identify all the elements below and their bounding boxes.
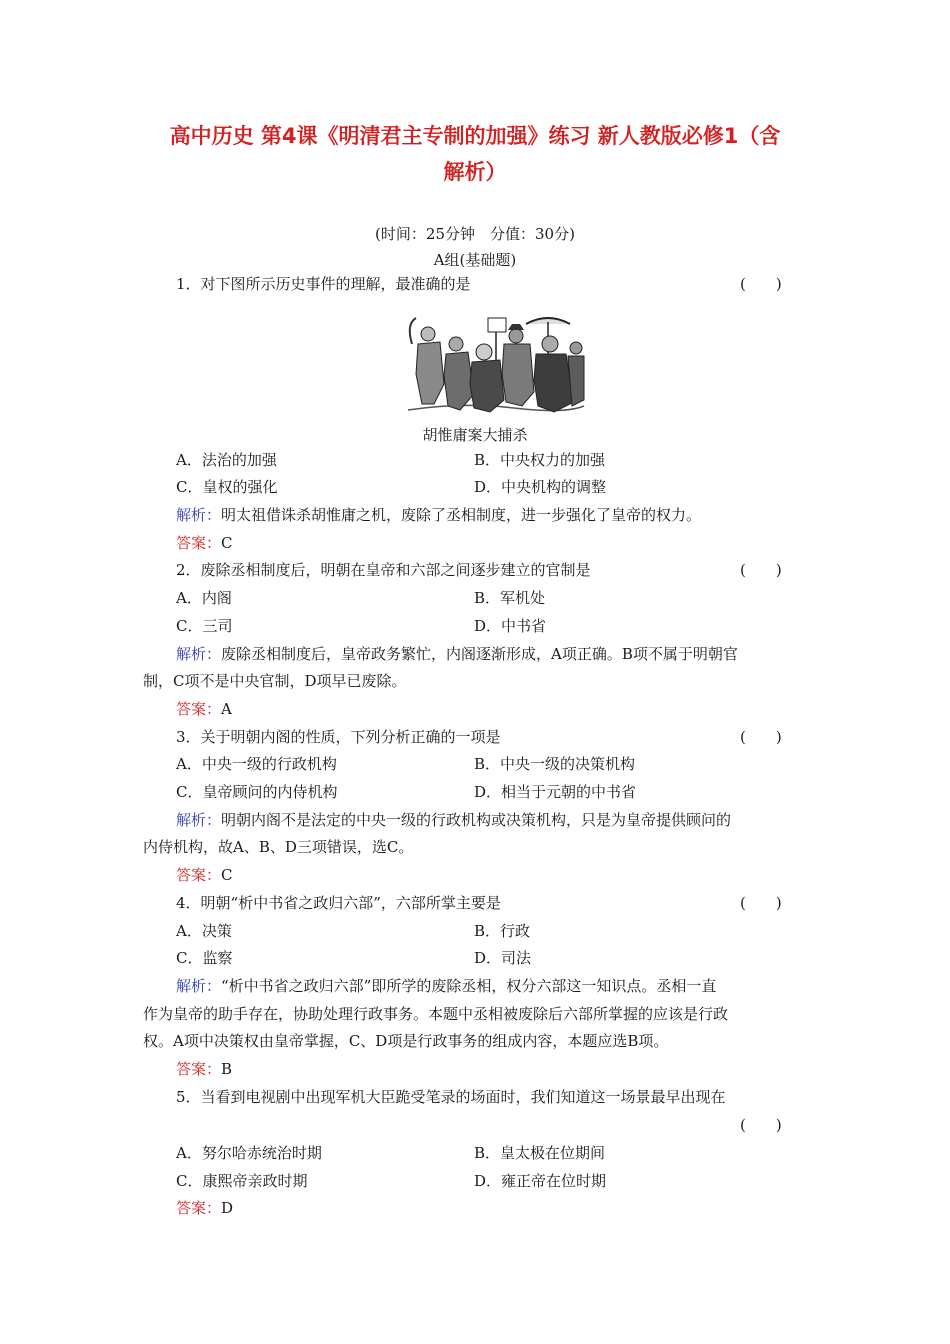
question-3-analysis: 解析：明朝内阁不是法定的中央一级的行政机构或决策机构，只是为皇帝提供顾问的 [176, 811, 732, 829]
question-4-stem: 4．明朝“析中书省之政归六部”，六部所掌主要是 [176, 894, 501, 912]
question-4-option-a: A．决策 [176, 922, 232, 940]
question-1-analysis: 解析：明太祖借诛杀胡惟庸之机，废除了丞相制度，进一步强化了皇帝的权力。 [176, 506, 702, 524]
question-5-answer-blank: ( ) [740, 1116, 782, 1134]
answer-label: 答案： [176, 1199, 222, 1217]
question-2-stem: 2．废除丞相制度后，明朝在皇帝和六部之间逐步建立的官制是 [176, 561, 591, 579]
question-4-analysis-cont-2: 权。A项中决策权由皇帝掌握，C、D项是行政事务的组成内容，本题应选B项。 [143, 1032, 669, 1050]
answer-label: 答案： [176, 1060, 222, 1078]
title-line-1: 高中历史 第4课《明清君主专制的加强》练习 新人教版必修1（含 [169, 124, 781, 148]
answer-label: 答案： [176, 534, 222, 552]
question-2-analysis-cont: 制，C项不是中央官制，D项早已废除。 [143, 672, 407, 690]
question-2-option-a: A．内阁 [176, 589, 232, 607]
question-2-answer-blank: ( ) [740, 561, 782, 579]
question-3-option-b: B．中央一级的决策机构 [474, 755, 636, 773]
question-3-answer-blank: ( ) [740, 728, 782, 746]
question-5-answer: 答案：D [176, 1199, 234, 1217]
question-1-option-d: D．中央机构的调整 [474, 478, 607, 496]
question-5-stem: 5．当看到电视剧中出现军机大臣跪受笔录的场面时，我们知道这一场景最早出现在 [176, 1088, 726, 1106]
time-score-info: (时间：25分钟 分值：30分) [375, 225, 575, 243]
question-4-option-d: D．司法 [474, 949, 532, 967]
analysis-label: 解析： [176, 977, 222, 995]
analysis-label: 解析： [176, 645, 222, 663]
question-2-analysis: 解析：废除丞相制度后，皇帝政务繁忙，内阁逐渐形成，A项正确。B项不属于明朝官 [176, 645, 738, 663]
question-1-option-b: B．中央权力的加强 [474, 451, 606, 469]
question-3-option-c: C．皇帝顾问的内侍机构 [176, 783, 338, 801]
title-line-2: 解析） [443, 160, 507, 184]
question-5-option-d: D．雍正帝在位时期 [474, 1172, 607, 1190]
question-4-answer: 答案：B [176, 1060, 233, 1078]
question-4-analysis: 解析：“析中书省之政归六部”即所学的废除丞相，权分六部这一知识点。丞相一直 [176, 977, 717, 995]
question-1-option-c: C．皇权的强化 [176, 478, 278, 496]
document-title [120, 118, 830, 190]
question-5-option-b: B．皇太极在位期间 [474, 1144, 606, 1162]
question-2-option-d: D．中书省 [474, 617, 547, 635]
question-2-answer: 答案：A [176, 700, 232, 718]
question-4-option-c: C．监察 [176, 949, 233, 967]
question-1-stem: 1．对下图所示历史事件的理解，最准确的是 [176, 275, 471, 293]
analysis-label: 解析： [176, 811, 222, 829]
answer-label: 答案： [176, 700, 222, 718]
figure-caption: 胡惟庸案大捕杀 [422, 426, 528, 444]
question-1-answer-blank: ( ) [740, 275, 782, 293]
question-5-option-a: A．努尔哈赤统治时期 [176, 1144, 322, 1162]
question-3-answer: 答案：C [176, 866, 233, 884]
question-1-answer: 答案：C [176, 534, 233, 552]
question-3-option-a: A．中央一级的行政机构 [176, 755, 337, 773]
question-3-stem: 3．关于明朝内阁的性质，下列分析正确的一项是 [176, 728, 501, 746]
question-4-analysis-cont-1: 作为皇帝的助手存在，协助处理行政事务。本题中丞相被废除后六部所掌握的应该是行政 [143, 1005, 729, 1023]
question-4-answer-blank: ( ) [740, 894, 782, 912]
question-3-analysis-cont: 内侍机构，故A、B、D三项错误，选C。 [143, 838, 414, 856]
analysis-label: 解析： [176, 506, 222, 524]
question-5-option-c: C．康熙帝亲政时期 [176, 1172, 308, 1190]
hu-weiyong-case-illustration [404, 314, 586, 416]
answer-label: 答案： [176, 866, 222, 884]
question-3-option-d: D．相当于元朝的中书省 [474, 783, 637, 801]
group-heading: A组(基础题) [433, 251, 517, 269]
question-4-option-b: B．行政 [474, 922, 531, 940]
question-1-option-a: A．法治的加强 [176, 451, 277, 469]
question-2-option-b: B．军机处 [474, 589, 546, 607]
question-2-option-c: C．三司 [176, 617, 233, 635]
